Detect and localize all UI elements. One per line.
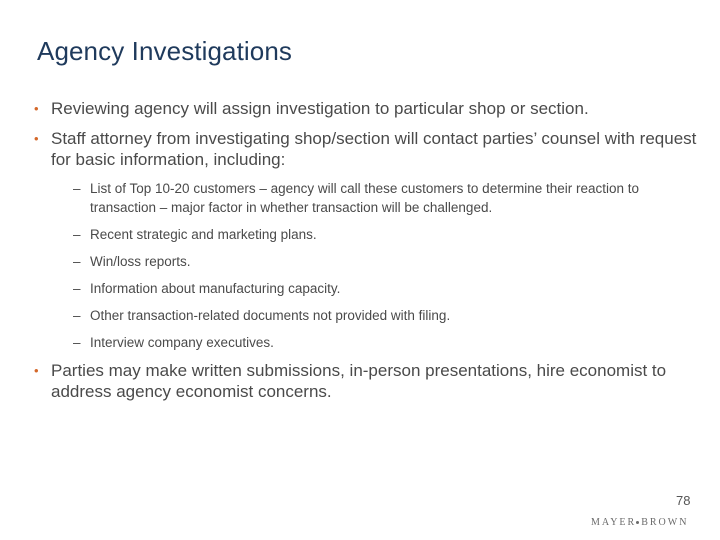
sub-bullet-item (34, 252, 704, 271)
sub-bullet-list (34, 179, 704, 352)
bullet-item (34, 98, 704, 119)
dash-icon: – (73, 227, 81, 242)
bullet-text: Staff attorney from investigating shop/section will contact parties’ counsel with request for basic information, including: (51, 129, 697, 169)
bullet-item (34, 360, 704, 402)
sub-bullet-text: Information about manufacturing capacity. (90, 281, 341, 296)
dash-icon: – (73, 254, 81, 269)
sub-bullet-item (34, 225, 704, 244)
logo-word-right: BROWN (641, 517, 689, 528)
sub-bullet-text: Recent strategic and marketing plans. (90, 227, 317, 242)
bullet-icon: • (34, 363, 39, 378)
dash-icon: – (73, 181, 81, 196)
sub-bullet-item (34, 179, 704, 217)
bullet-item (34, 128, 704, 170)
sub-bullet-item (34, 279, 704, 298)
bullet-text: Reviewing agency will assign investigation to particular shop or section. (51, 99, 589, 118)
dash-icon: – (73, 308, 81, 323)
sub-bullet-text: List of Top 10-20 customers – agency will call these customers to determine their reaction to transaction – major factor in whether transaction will be challenged. (90, 181, 640, 215)
slide-content (34, 98, 704, 411)
sub-bullet-text: Interview company executives. (90, 335, 274, 350)
slide-title: Agency Investigations (37, 36, 293, 66)
logo-word-left: MAYER (591, 517, 637, 528)
dash-icon: – (73, 335, 81, 350)
bullet-icon: • (34, 101, 39, 116)
bullet-icon: • (34, 131, 39, 146)
sub-bullet-text: Win/loss reports. (90, 254, 191, 269)
sub-bullet-item (34, 333, 704, 352)
page-number: 78 (676, 493, 691, 508)
sub-bullet-text: Other transaction-related documents not provided with filing. (90, 308, 451, 323)
sub-bullet-item (34, 306, 704, 325)
logo-separator-icon (636, 521, 639, 524)
bullet-text: Parties may make written submissions, in-person presentations, hire economist to address agency economist concerns. (51, 361, 667, 401)
dash-icon: – (73, 281, 81, 296)
mayer-brown-logo (591, 517, 688, 528)
